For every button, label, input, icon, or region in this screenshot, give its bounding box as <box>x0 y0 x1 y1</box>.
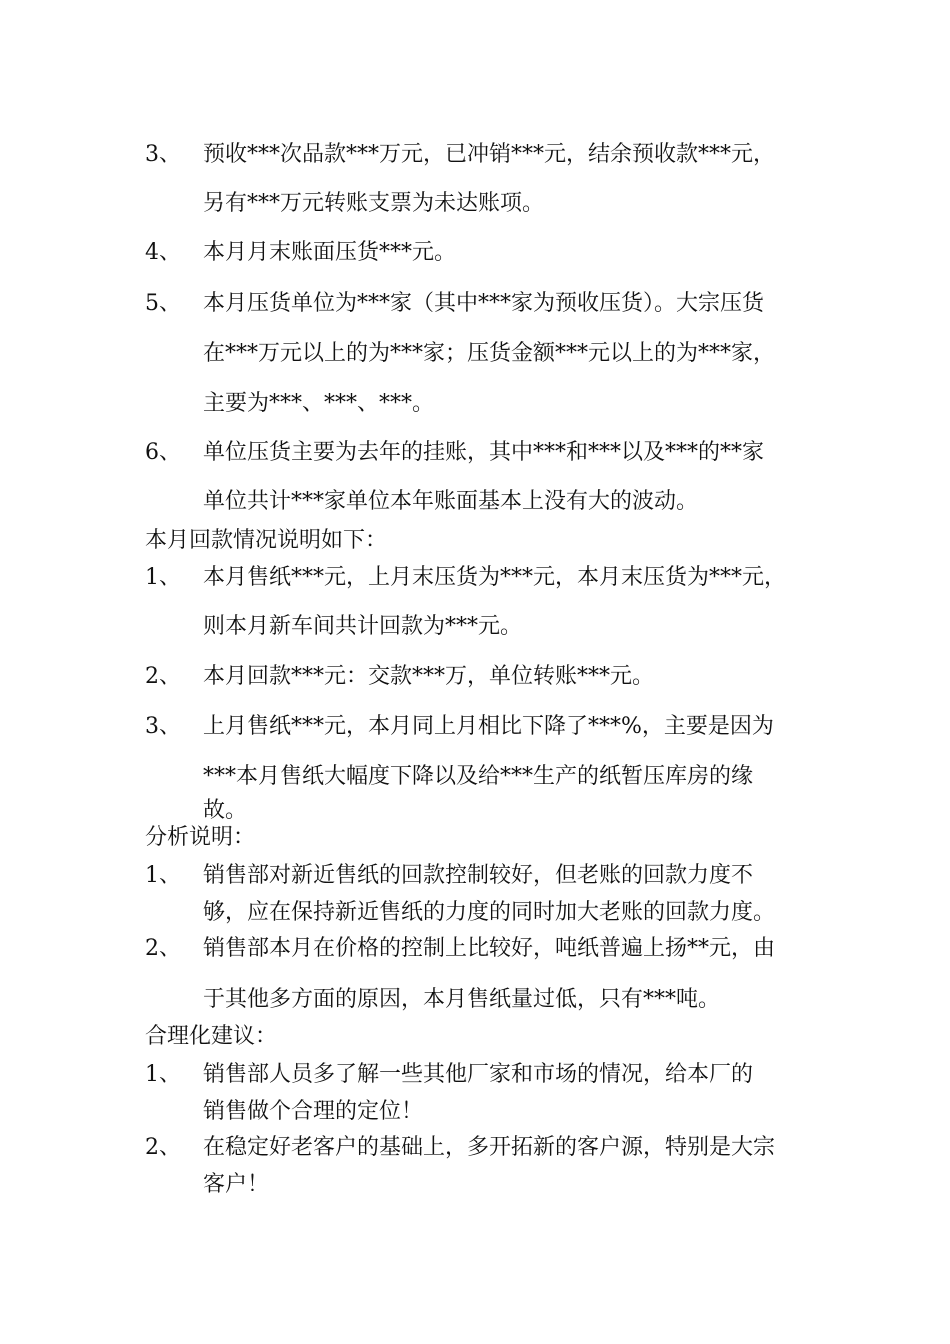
item-text-line: 预收***次品款***万元，已冲销***元，结余预收款***元， <box>203 142 776 167</box>
item-number: 3、 <box>145 714 181 739</box>
item-text-line: 主要为***、***、***。 <box>203 391 435 416</box>
item-text-line: 够，应在保持新近售纸的力度的同时加大老账的回款力度。 <box>203 900 776 925</box>
item-text-line: ***本月售纸大幅度下降以及给***生产的纸暂压库房的缘 <box>203 764 754 789</box>
item-text-line: 客户！ <box>203 1172 270 1197</box>
item-number: 2、 <box>145 1135 181 1160</box>
item-text-line: 销售部对新近售纸的回款控制较好，但老账的回款力度不 <box>203 863 754 888</box>
item-text-line: 故。 <box>203 798 248 823</box>
item-text-line: 销售部本月在价格的控制上比较好，吨纸普遍上扬**元，由 <box>203 936 776 961</box>
item-text-line: 上月售纸***元，本月同上月相比下降了***%，主要是因为 <box>203 714 774 739</box>
item-text-line: 本月压货单位为***家（其中***家为预收压货）。大宗压货 <box>203 291 765 316</box>
item-number: 4、 <box>145 240 181 265</box>
item-text-line: 单位共计***家单位本年账面基本上没有大的波动。 <box>203 489 699 514</box>
item-text-line: 本月回款***元：交款***万，单位转账***元。 <box>203 664 655 689</box>
item-text-line: 另有***万元转账支票为未达账项。 <box>203 191 545 216</box>
item-text-line: 销售部人员多了解一些其他厂家和市场的情况，给本厂的 <box>203 1062 754 1087</box>
item-text-line: 在稳定好老客户的基础上，多开拓新的客户源，特别是大宗 <box>203 1135 776 1160</box>
item-text-line: 于其他多方面的原因，本月售纸量过低，只有***吨。 <box>203 987 721 1012</box>
item-text-line: 则本月新车间共计回款为***元。 <box>203 614 523 639</box>
item-text-line: 本月售纸***元，上月末压货为***元，本月末压货为***元， <box>203 565 787 590</box>
item-number: 2、 <box>145 664 181 689</box>
item-number: 2、 <box>145 936 181 961</box>
section-heading: 分析说明： <box>145 825 256 850</box>
item-number: 1、 <box>145 565 181 590</box>
item-text-line: 本月月末账面压货***元。 <box>203 240 457 265</box>
item-text-line: 在***万元以上的为***家；压货金额***元以上的为***家， <box>203 341 776 366</box>
item-number: 6、 <box>145 440 181 465</box>
item-text-line: 销售做个合理的定位！ <box>203 1099 424 1124</box>
item-number: 1、 <box>145 1062 181 1087</box>
item-number: 3、 <box>145 142 181 167</box>
item-number: 5、 <box>145 291 181 316</box>
item-text-line: 单位压货主要为去年的挂账，其中***和***以及***的**家 <box>203 440 765 465</box>
item-number: 1、 <box>145 863 181 888</box>
section-heading: 本月回款情况说明如下： <box>145 528 388 553</box>
section-heading: 合理化建议： <box>145 1024 278 1049</box>
